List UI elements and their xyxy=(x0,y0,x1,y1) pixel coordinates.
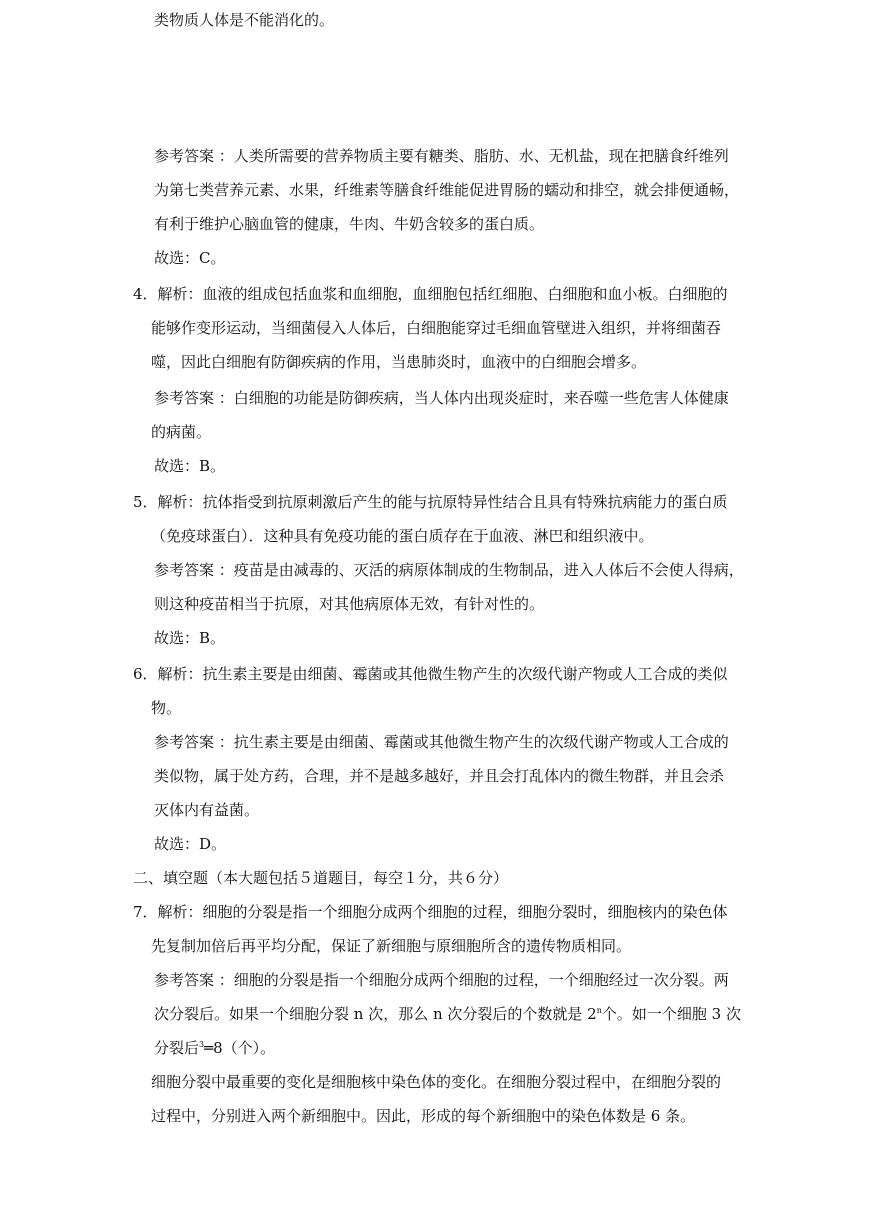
text-line xyxy=(154,1038,275,1061)
text-line: 类物质人体是不能消化的。 xyxy=(154,11,335,29)
text-line: 物。 xyxy=(151,699,182,717)
text-line: 细胞分裂中最重要的变化是细胞核中染色体的变化。在细胞分裂过程中，在细胞分裂的 xyxy=(151,1073,722,1091)
text-run: 个。如一个细胞 3 次 xyxy=(601,1005,741,1023)
answer-item-6: 6．解析：抗生素主要是由细菌、霉菌或其他微生物产生的次级代谢产物或人工合成的类似 xyxy=(133,665,728,683)
text-line: 故选：D。 xyxy=(154,835,227,853)
text-line: 先复制加倍后再平均分配，保证了新细胞与原细胞所含的遗传物质相同。 xyxy=(151,937,632,955)
text-line: 的病菌。 xyxy=(151,423,212,441)
text-line: 为第七类营养元素、水果，纤维素等膳食纤维能促进胃肠的蠕动和排空，就会排便通畅， xyxy=(154,181,740,199)
text-line: 则这种疫苗相当于抗原，对其他病原体无效，有针对性的。 xyxy=(154,595,545,613)
text-line: 故选：C。 xyxy=(154,249,226,267)
text-line: 有利于维护心脑血管的健康，牛肉、牛奶含较多的蛋白质。 xyxy=(154,215,545,233)
text-run: 分裂后 xyxy=(154,1039,200,1057)
text-line: （免疫球蛋白）．这种具有免疫功能的蛋白质存在于血液、淋巴和组织液中。 xyxy=(151,527,654,545)
text-run: ═8（个）。 xyxy=(204,1039,276,1057)
answer-item-7: 7．解析：细胞的分裂是指一个细胞分成两个细胞的过程，细胞分裂时，细胞核内的染色体 xyxy=(133,903,728,921)
text-line: 类似物，属于处方药，合理，并不是越多越好，并且会打乱体内的微生物群，并且会杀 xyxy=(154,767,725,785)
section-heading: 二、填空题（本大题包括５道题目，每空１分，共６分） xyxy=(133,869,509,887)
text-line: 噬，因此白细胞有防御疾病的作用，当患肺炎时，血液中的白细胞会增多。 xyxy=(151,353,647,371)
text-line: 能够作变形运动，当细菌侵入人体后，白细胞能穿过毛细血管壁进入组织，并将细菌吞 xyxy=(151,319,722,337)
text-line: 故选：B。 xyxy=(154,629,226,647)
text-line: 灭体内有益菌。 xyxy=(154,801,260,819)
text-run: 次分裂后。如果一个细胞分裂 n 次，那么 n 次分裂后的个数就是 2 xyxy=(154,1005,597,1023)
superscript: n xyxy=(596,1006,602,1015)
text-line: 参考答案 ：疫苗是由减毒的、灭活的病原体制成的生物制品，进入人体后不会使人得病， xyxy=(154,561,744,579)
text-line: 参考答案 ：白细胞的功能是防御疾病，当人体内出现炎症时，来吞噬一些危害人体健康 xyxy=(154,389,729,407)
text-line: 参考答案 ：人类所需要的营养物质主要有糖类、脂肪、水、无机盐，现在把膳食纤维列 xyxy=(154,147,729,165)
text-line: 故选：B。 xyxy=(154,457,226,475)
answer-item-5: 5．解析：抗体指受到抗原刺激后产生的能与抗原特异性结合且具有特殊抗病能力的蛋白质 xyxy=(133,493,728,511)
text-line: 参考答案 ：抗生素主要是由细菌、霉菌或其他微生物产生的次级代谢产物或人工合成的 xyxy=(154,733,729,751)
text-line: 过程中，分别进入两个新细胞中。因此，形成的每个新细胞中的染色体数是 6 条。 xyxy=(151,1107,696,1125)
superscript: 3 xyxy=(199,1040,205,1049)
text-line xyxy=(154,1004,741,1027)
text-line: 参考答案 ：细胞的分裂是指一个细胞分成两个细胞的过程，一个细胞经过一次分裂。两 xyxy=(154,971,729,989)
answer-item-4: 4．解析：血液的组成包括血浆和血细胞，血细胞包括红细胞、白细胞和血小板。白细胞的 xyxy=(133,285,728,303)
